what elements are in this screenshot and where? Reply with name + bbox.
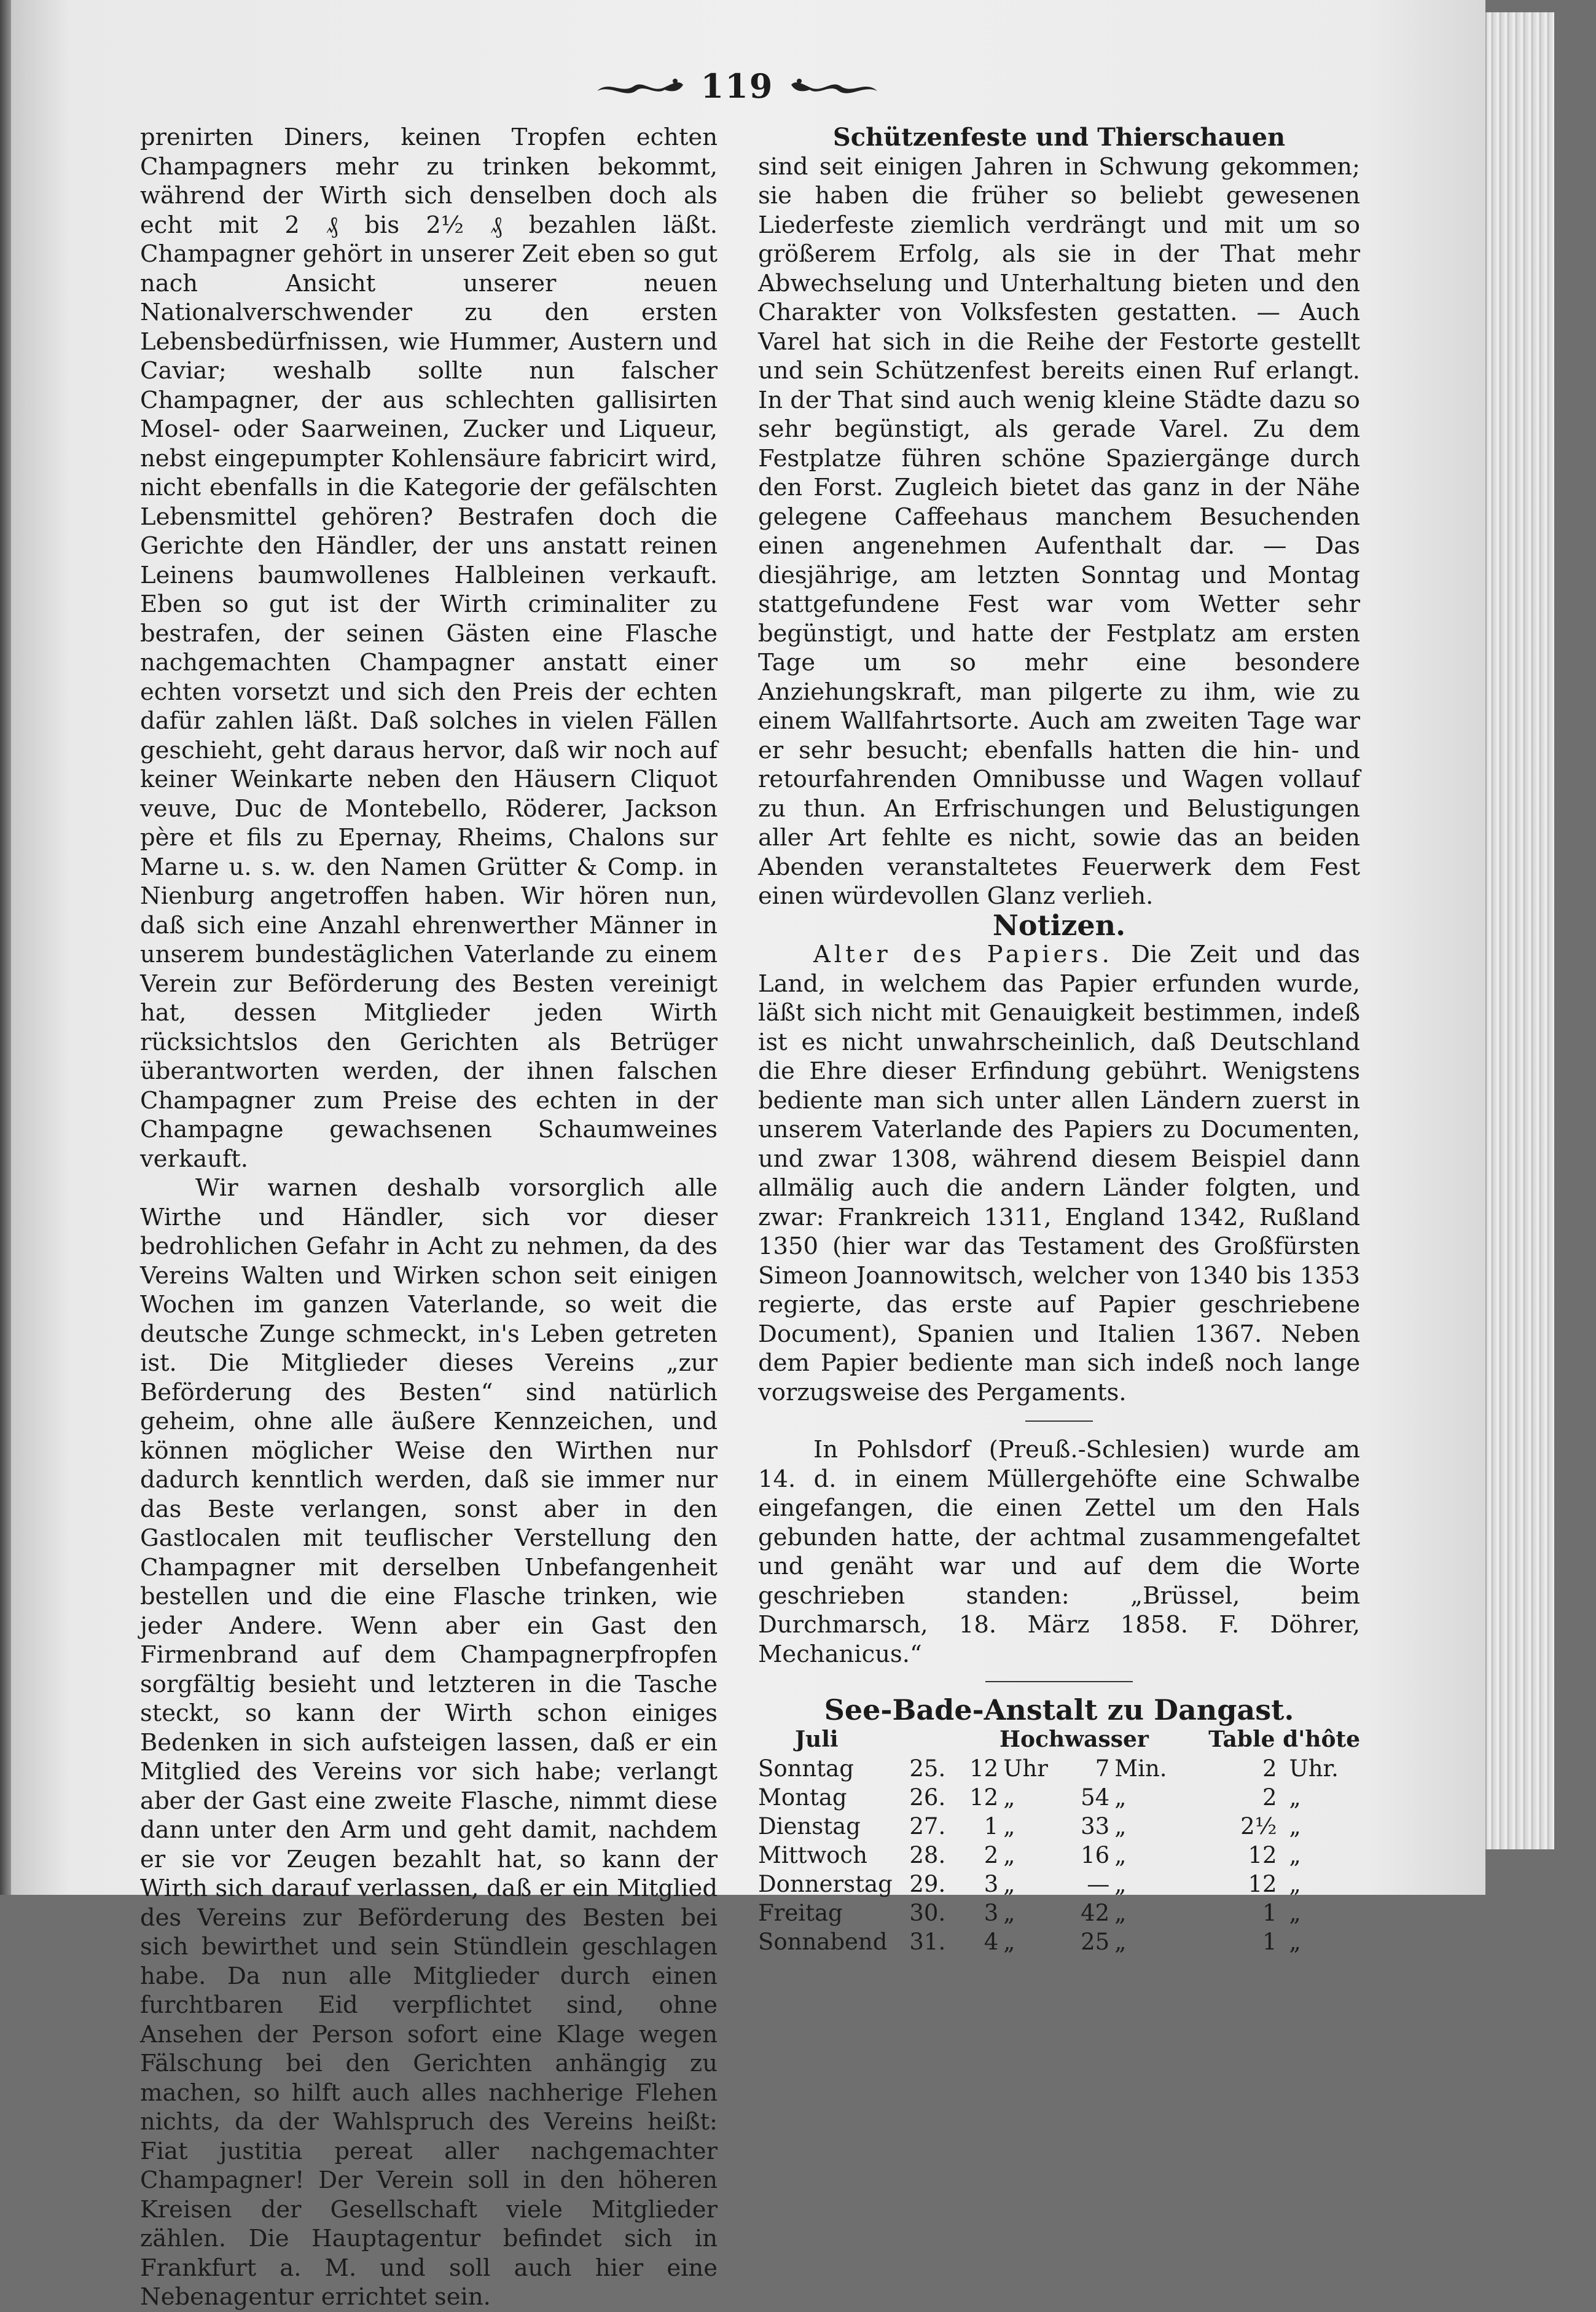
hour-unit-cell: „ (1003, 1870, 1015, 1897)
right-ornament-icon (788, 74, 880, 98)
page-number: 119 (700, 66, 774, 106)
champagne-paragraph-1: prenirten Diners, keinen Tropfen echten Champagners mehr zu trinken bekommt, während der Wirth sich denselben doch als echt mit 2 ₰ bis 2½ ₰ bezahlen läßt. Champagner gehört in unserer Zeit eben so gut nach Ansicht unserer neuen Nationalverschwender zu den ersten Lebensbedürfnissen, wie Hummer, Austern und Caviar; weshalb sollte nun falscher Champagner, der aus schlechten gallisirten Mosel- oder Saarweinen, Zucker und Liqueur, nebst eingepumpter Kohlensäure fabricirt wird, nicht ebenfalls in die Kategorie der gefälschten Lebensmittel gehören? Bestrafen doch die Gerichte den Händler, der uns anstatt reinen Leinens baumwollenes Halbleinen verkauft. Eben so gut ist der Wirth criminaliter zu bestrafen, der seinen Gästen eine Flasche nachgemachten Champagner anstatt einer echten vorsetzt und sich den Preis der echten dafür zahlen läßt. Daß solches in vielen Fällen geschieht, geht daraus hervor, daß wir noch auf keiner Weinkarte neben den Häusern Cliquot veuve, Duc de Montebello, Röderer, Jackson père et fils zu Epernay, Rheims, Chalons sur Marne u. s. w. den Namen Grütter & Comp. in Nienburg angetroffen haben. Wir hören nun, daß sich eine Anzahl ehrenwerther Männer in unserem bundestäglichen Vaterlande zu einem Verein zur Beförderung des Besten vereinigt hat, dessen Mitglieder jeden Wirth rücksichtslos den Gerichten als Betrüger überantworten werden, der ihnen falschen Champagner zum Preise des echten in der Champagne gewachsenen Schaumweines verkauft. (140, 123, 718, 1173)
table-dhote-cell: 2 (1262, 1755, 1277, 1782)
day-cell: Donnerstag (758, 1870, 893, 1897)
minute-unit-cell: „ (1114, 1870, 1127, 1897)
table-dhote-cell: 1 (1262, 1899, 1277, 1926)
minute-unit-cell: „ (1114, 1841, 1127, 1868)
table-row (758, 1812, 1360, 1841)
pohlsdorf-paragraph: In Pohlsdorf (Preuß.-Schlesien) wurde am 14. d. in einem Müllergehöfte eine Schwalbe eingefangen, die einen Zettel um den Hals gebunden hatte, der achtmal zusammengefaltet und genäht war und auf dem die Worte geschrieben standen: „Brüssel, beim Durchmarsch, 18. März 1858. F. Döhrer, Mechanicus.“ (758, 1436, 1360, 1668)
table-dhote-unit-cell: „ (1289, 1870, 1301, 1897)
header-table-dhote: Table d'hôte (1208, 1726, 1360, 1752)
left-ornament-icon (594, 74, 686, 98)
schuetzenfeste-paragraph: sind seit einigen Jahren in Schwung gekommen; sie haben die früher so beliebt gewesenen Liederfeste ziemlich verdrängt und mit um so größerem Erfolg, als sie in der That mehr Abwechselung und Unterhaltung bieten und den Charakter von Volksfesten gestatten. — Auch Varel hat sich in die Reihe der Festorte gestellt und sein Schützenfest bereits einen Ruf erlangt. In der That sind auch wenig kleine Städte dazu so sehr begünstigt, als gerade Varel. Zu dem Festplatze führen schöne Spaziergänge durch den Forst. Zugleich bietet das ganz in der Nähe gelegene Caffeehaus manchem Besuchenden einen angenehmen Aufenthalt dar. — Das diesjährige, am letzten Sonntag und Montag stattgefundene Fest war vom Wetter sehr begünstigt, und hatte der Festplatz am ersten Tage um so mehr eine besondere Anziehungskraft, man pilgerte zu ihm, wie zu einem Wallfahrtsorte. Auch am zweiten Tage war er sehr besucht; ebenfalls hatten die hin- und retourfahrenden Omnibusse und Wagen vollauf zu thun. An Erfrischungen und Belustigungen aller Art fehlte es nicht, sowie das an beiden Abenden veranstaltetes Feuerwerk dem Fest einen würdevollen Glanz verlieh. (758, 152, 1360, 910)
heading-see-bade-anstalt: See-Bade-Anstalt zu Dangast. (824, 1693, 1294, 1726)
header-juli: Juli (795, 1726, 839, 1752)
day-cell: Dienstag (758, 1812, 861, 1840)
table-dhote-cell: 2 (1262, 1784, 1277, 1811)
hour-unit-cell: Uhr (1003, 1755, 1048, 1782)
table-dhote-cell: 12 (1248, 1870, 1277, 1897)
papier-lead: Alter des Papiers. (813, 941, 1113, 968)
table-row (758, 1783, 1360, 1812)
tide-table (758, 1725, 1360, 1956)
tide-table-header (758, 1725, 1360, 1754)
heading-notizen: Notizen. (992, 908, 1126, 942)
table-row (758, 1927, 1360, 1956)
day-cell: Sonnabend (758, 1928, 888, 1955)
minute-cell: — (1087, 1870, 1110, 1897)
date-cell: 29. (909, 1870, 946, 1897)
day-cell: Sonntag (758, 1755, 854, 1782)
day-cell: Mittwoch (758, 1841, 867, 1868)
minute-cell: 33 (1081, 1812, 1110, 1840)
hour-unit-cell: „ (1003, 1841, 1015, 1868)
day-cell: Freitag (758, 1899, 843, 1926)
date-cell: 31. (909, 1928, 946, 1955)
hour-unit-cell: „ (1003, 1928, 1015, 1955)
separator-rule (1025, 1421, 1093, 1422)
right-column (758, 123, 1360, 1956)
table-dhote-unit-cell: Uhr. (1289, 1755, 1339, 1782)
table-dhote-cell: 12 (1248, 1841, 1277, 1868)
table-row (758, 1841, 1360, 1870)
papier-text: Die Zeit und das Land, in welchem das Papier erfunden wurde, läßt sich nicht mit Genauigkeit bestimmen, indeß ist es nicht unwahrscheinlich, daß Deutschland die Ehre dieser Erfindung gebührt. Wenigstens bediente man sich unter allen Ländern zuerst in unserem Vaterlande des Papiers zu Documenten, und zwar 1308, während diesem Beispiel dann allmälig auch die andern Länder folgten, und zwar: Frankreich 1311, England 1342, Rußland 1350 (hier war das Testament des Großfürsten Simeon Joannowitsch, welcher von 1340 bis 1353 regierte, das erste auf Papier geschriebene Document), Spanien und Italien 1367. Neben dem Papier bediente man sich indeß noch lange vorzugsweise des Pergaments. (758, 941, 1360, 1406)
day-cell: Montag (758, 1784, 847, 1811)
table-dhote-cell: 1 (1262, 1928, 1277, 1955)
date-cell: 26. (909, 1784, 946, 1811)
minute-cell: 25 (1081, 1928, 1110, 1955)
book-spine-shadow (0, 0, 12, 1895)
date-cell: 30. (909, 1899, 946, 1926)
hour-cell: 4 (984, 1928, 999, 1955)
table-row (758, 1899, 1360, 1927)
date-cell: 27. (909, 1812, 946, 1840)
champagne-paragraph-2: Wir warnen deshalb vorsorglich alle Wirthe und Händler, sich vor dieser bedrohlichen Gefahr in Acht zu nehmen, da des Vereins Walten und Wirken schon seit einigen Wochen im ganzen Vaterlande, so weit die deutsche Zunge schmeckt, in's Leben getreten ist. Die Mitglieder dieses Vereins „zur Beförderung des Besten“ sind natürlich geheim, ohne alle äußere Kennzeichen, und können möglicher Weise den Wirthen nur dadurch kenntlich werden, daß sie immer nur das Beste verlangen, sonst aber in den Gastlocalen mit teuflischer Verstellung den Champagner mit derselben Unbefangenheit bestellen und die eine Flasche trinken, wie jeder Andere. Wenn aber ein Gast den Firmenbrand auf dem Champagnerpfropfen sorgfältig besieht und letzteren in die Tasche steckt, so kann der Wirth schon einiges Bedenken in sich aufsteigen lassen, daß er ein Mitglied des Vereins vor sich habe; verlangt aber der Gast eine zweite Flasche, nimmt diese dann unter den Arm und geht damit, nachdem er sie vor Zeugen bezahlt hat, so kann der Wirth sich darauf verlassen, daß er ein Mitglied des Vereins zur Beförderung des Besten bei sich bewirthet und sein Stündlein geschlagen habe. Da nun alle Mitglieder durch einen furchtbaren Eid verpflichtet sind, ohne Ansehen der Person sofort eine Klage wegen Fälschung bei den Gerichten anhängig zu machen, so hilft auch alles nachherige Flehen nichts, da der Wahlspruch des Vereins heißt: Fiat justitia pereat aller nachgemachter Champagner! Der Verein soll in den höheren Kreisen der Gesellschaft viele Mitglieder zählen. Die Hauptagentur befindet sich in Frankfurt a. M. und soll auch hier eine Nebenagentur errichtet sein. (140, 1174, 718, 2311)
hour-unit-cell: „ (1003, 1899, 1015, 1926)
page-header (590, 61, 885, 111)
minute-unit-cell: „ (1114, 1928, 1127, 1955)
minute-cell: 7 (1095, 1755, 1110, 1782)
table-dhote-unit-cell: „ (1289, 1841, 1301, 1868)
hour-cell: 3 (984, 1870, 999, 1897)
table-dhote-unit-cell: „ (1289, 1812, 1301, 1840)
hour-cell: 2 (984, 1841, 999, 1868)
hour-cell: 12 (969, 1755, 999, 1782)
minute-cell: 42 (1081, 1899, 1110, 1926)
table-dhote-unit-cell: „ (1289, 1928, 1301, 1955)
left-column (140, 123, 718, 2312)
minute-unit-cell: „ (1114, 1899, 1127, 1926)
date-cell: 25. (909, 1755, 946, 1782)
hour-cell: 12 (969, 1784, 999, 1811)
date-cell: 28. (909, 1841, 946, 1868)
table-dhote-unit-cell: „ (1289, 1899, 1301, 1926)
hour-cell: 3 (984, 1899, 999, 1926)
hour-cell: 1 (984, 1812, 999, 1840)
papier-paragraph (758, 940, 1360, 1407)
minute-unit-cell: „ (1114, 1812, 1127, 1840)
table-row (758, 1754, 1360, 1783)
page-edges (1485, 12, 1554, 1849)
heading-schuetzenfeste: Schützenfeste und Thierschauen (832, 123, 1286, 152)
minute-unit-cell: „ (1114, 1784, 1127, 1811)
minute-cell: 16 (1081, 1841, 1110, 1868)
minute-unit-cell: Min. (1114, 1755, 1167, 1782)
minute-cell: 54 (1081, 1784, 1110, 1811)
hour-unit-cell: „ (1003, 1812, 1015, 1840)
separator-rule-long (985, 1681, 1133, 1682)
header-hochwasser: Hochwasser (999, 1726, 1149, 1752)
hour-unit-cell: „ (1003, 1784, 1015, 1811)
table-dhote-unit-cell: „ (1289, 1784, 1301, 1811)
table-dhote-cell: 2½ (1240, 1812, 1277, 1840)
table-row (758, 1870, 1360, 1899)
